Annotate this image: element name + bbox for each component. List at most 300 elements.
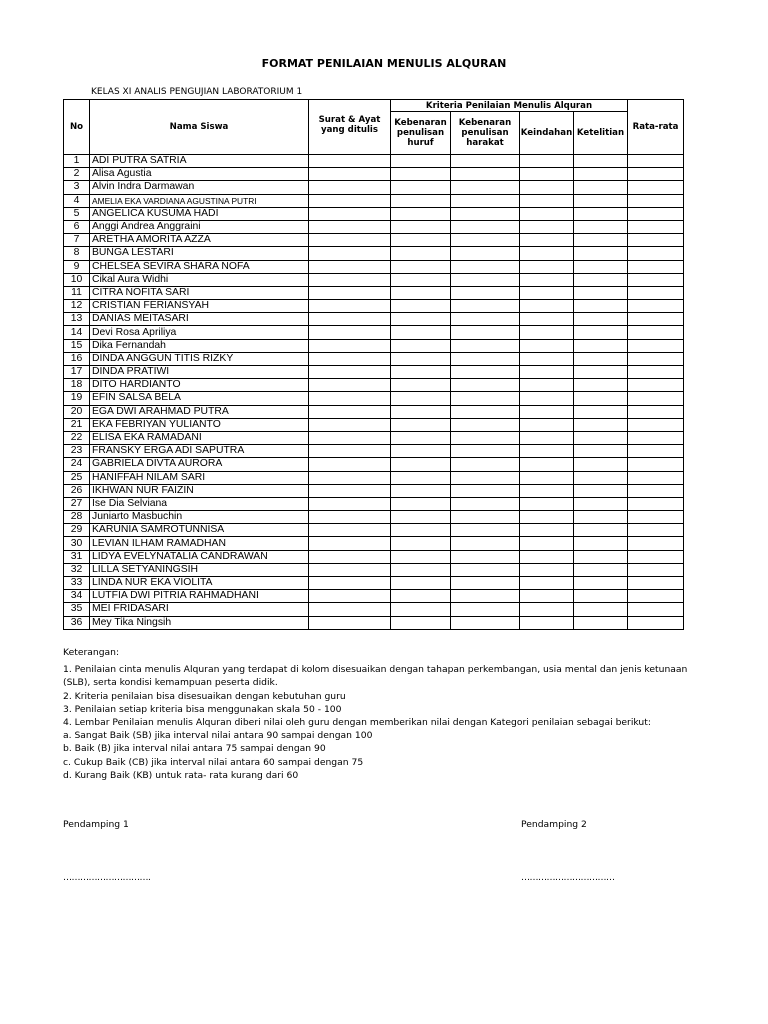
table-row — [64, 247, 684, 260]
table-row — [64, 352, 684, 365]
ketelitian-cell[interactable] — [574, 405, 628, 418]
header-kebenaran-huruf: Kebenaran penulisan huruf — [391, 112, 451, 155]
keindahan-cell[interactable] — [520, 577, 574, 590]
rata-rata-cell[interactable] — [628, 392, 684, 405]
rata-rata-cell[interactable] — [628, 577, 684, 590]
table-row — [64, 577, 684, 590]
harakat-cell[interactable] — [451, 247, 520, 260]
ketelitian-cell[interactable] — [574, 563, 628, 576]
harakat-cell[interactable] — [451, 300, 520, 313]
rata-rata-cell[interactable] — [628, 234, 684, 247]
note-item: c. Cukup Baik (CB) jika interval nilai antara 60 sampai dengan 75 — [63, 756, 364, 768]
keindahan-cell[interactable] — [520, 181, 574, 194]
huruf-cell[interactable] — [391, 286, 451, 299]
huruf-cell[interactable] — [391, 603, 451, 616]
rata-rata-cell[interactable] — [628, 550, 684, 563]
keindahan-cell[interactable] — [520, 168, 574, 181]
huruf-cell[interactable] — [391, 484, 451, 497]
ketelitian-cell[interactable] — [574, 366, 628, 379]
surat-ayat-cell[interactable] — [309, 234, 391, 247]
ketelitian-cell[interactable] — [574, 168, 628, 181]
row-number: 11 — [64, 286, 90, 299]
harakat-cell[interactable] — [451, 511, 520, 524]
table-row — [64, 431, 684, 444]
header-kriteria: Kriteria Penilaian Menulis Alquran — [391, 100, 628, 112]
surat-ayat-cell[interactable] — [309, 418, 391, 431]
assessment-table — [63, 99, 684, 630]
row-number: 18 — [64, 379, 90, 392]
rata-rata-cell[interactable] — [628, 260, 684, 273]
keindahan-cell[interactable] — [520, 207, 574, 220]
rata-rata-cell[interactable] — [628, 445, 684, 458]
student-name: DINDA ANGGUN TITIS RIZKY — [90, 352, 309, 365]
huruf-cell[interactable] — [391, 220, 451, 233]
harakat-cell[interactable] — [451, 405, 520, 418]
harakat-cell[interactable] — [451, 207, 520, 220]
keindahan-cell[interactable] — [520, 286, 574, 299]
keindahan-cell[interactable] — [520, 431, 574, 444]
harakat-cell[interactable] — [451, 484, 520, 497]
rata-rata-cell[interactable] — [628, 511, 684, 524]
surat-ayat-cell[interactable] — [309, 537, 391, 550]
huruf-cell[interactable] — [391, 326, 451, 339]
harakat-cell[interactable] — [451, 181, 520, 194]
rata-rata-cell[interactable] — [628, 484, 684, 497]
row-number: 3 — [64, 181, 90, 194]
rata-rata-cell[interactable] — [628, 326, 684, 339]
row-number: 27 — [64, 497, 90, 510]
row-number: 28 — [64, 511, 90, 524]
rata-rata-cell[interactable] — [628, 616, 684, 629]
ketelitian-cell[interactable] — [574, 392, 628, 405]
surat-ayat-cell[interactable] — [309, 550, 391, 563]
surat-ayat-cell[interactable] — [309, 339, 391, 352]
keindahan-cell[interactable] — [520, 247, 574, 260]
notes-list — [63, 663, 703, 782]
rata-rata-cell[interactable] — [628, 313, 684, 326]
table-row — [64, 603, 684, 616]
note-item: 1. Penilaian cinta menulis Alquran yang terdapat di kolom disesuaikan dengan tahapan perkembangan, usia mental dan jenis ketunaan (SLB), serta kondisi kemampuan peserta didik. — [63, 664, 688, 689]
student-name: Ise Dia Selviana — [90, 497, 309, 510]
harakat-cell[interactable] — [451, 445, 520, 458]
huruf-cell[interactable] — [391, 497, 451, 510]
row-number: 35 — [64, 603, 90, 616]
ketelitian-cell[interactable] — [574, 247, 628, 260]
rata-rata-cell[interactable] — [628, 563, 684, 576]
table-row — [64, 379, 684, 392]
rata-rata-cell[interactable] — [628, 418, 684, 431]
rata-rata-cell[interactable] — [628, 220, 684, 233]
keindahan-cell[interactable] — [520, 220, 574, 233]
harakat-cell[interactable] — [451, 339, 520, 352]
row-number: 5 — [64, 207, 90, 220]
header-ketelitian: Ketelitian — [574, 112, 628, 155]
rata-rata-cell[interactable] — [628, 300, 684, 313]
keindahan-cell[interactable] — [520, 352, 574, 365]
huruf-cell[interactable] — [391, 379, 451, 392]
ketelitian-cell[interactable] — [574, 497, 628, 510]
huruf-cell[interactable] — [391, 537, 451, 550]
keindahan-cell[interactable] — [520, 445, 574, 458]
surat-ayat-cell[interactable] — [309, 300, 391, 313]
keindahan-cell[interactable] — [520, 537, 574, 550]
class-label: KELAS XI ANALIS PENGUJIAN LABORATORIUM 1 — [91, 87, 303, 97]
ketelitian-cell[interactable] — [574, 220, 628, 233]
rata-rata-cell[interactable] — [628, 155, 684, 168]
keindahan-cell[interactable] — [520, 497, 574, 510]
row-number: 33 — [64, 577, 90, 590]
surat-ayat-cell[interactable] — [309, 273, 391, 286]
keindahan-cell[interactable] — [520, 484, 574, 497]
keindahan-cell[interactable] — [520, 234, 574, 247]
header-keindahan: Keindahan — [520, 112, 574, 155]
surat-ayat-cell[interactable] — [309, 511, 391, 524]
ketelitian-cell[interactable] — [574, 339, 628, 352]
huruf-cell[interactable] — [391, 524, 451, 537]
rata-rata-cell[interactable] — [628, 366, 684, 379]
keindahan-cell[interactable] — [520, 603, 574, 616]
huruf-cell[interactable] — [391, 458, 451, 471]
note-item: d. Kurang Baik (KB) untuk rata- rata kurang dari 60 — [63, 769, 299, 781]
ketelitian-cell[interactable] — [574, 234, 628, 247]
row-number: 17 — [64, 366, 90, 379]
ketelitian-cell[interactable] — [574, 260, 628, 273]
huruf-cell[interactable] — [391, 563, 451, 576]
keindahan-cell[interactable] — [520, 300, 574, 313]
huruf-cell[interactable] — [391, 405, 451, 418]
rata-rata-cell[interactable] — [628, 247, 684, 260]
huruf-cell[interactable] — [391, 418, 451, 431]
surat-ayat-cell[interactable] — [309, 405, 391, 418]
harakat-cell[interactable] — [451, 273, 520, 286]
huruf-cell[interactable] — [391, 247, 451, 260]
row-number: 4 — [64, 194, 90, 207]
harakat-cell[interactable] — [451, 234, 520, 247]
harakat-cell[interactable] — [451, 155, 520, 168]
huruf-cell[interactable] — [391, 168, 451, 181]
surat-ayat-cell[interactable] — [309, 194, 391, 207]
harakat-cell[interactable] — [451, 563, 520, 576]
ketelitian-cell[interactable] — [574, 418, 628, 431]
keindahan-cell[interactable] — [520, 511, 574, 524]
surat-ayat-cell[interactable] — [309, 352, 391, 365]
table-row — [64, 194, 684, 207]
ketelitian-cell[interactable] — [574, 181, 628, 194]
student-name: Devi Rosa Apriliya — [90, 326, 309, 339]
surat-ayat-cell[interactable] — [309, 484, 391, 497]
keindahan-cell[interactable] — [520, 379, 574, 392]
keindahan-cell[interactable] — [520, 524, 574, 537]
harakat-cell[interactable] — [451, 471, 520, 484]
huruf-cell[interactable] — [391, 431, 451, 444]
rata-rata-cell[interactable] — [628, 603, 684, 616]
student-name: DINDA PRATIWI — [90, 366, 309, 379]
ketelitian-cell[interactable] — [574, 616, 628, 629]
row-number: 32 — [64, 563, 90, 576]
harakat-cell[interactable] — [451, 603, 520, 616]
ketelitian-cell[interactable] — [574, 537, 628, 550]
table-row — [64, 550, 684, 563]
table-row — [64, 537, 684, 550]
harakat-cell[interactable] — [451, 590, 520, 603]
surat-ayat-cell[interactable] — [309, 155, 391, 168]
surat-ayat-cell[interactable] — [309, 392, 391, 405]
harakat-cell[interactable] — [451, 366, 520, 379]
ketelitian-cell[interactable] — [574, 603, 628, 616]
table-row — [64, 471, 684, 484]
keindahan-cell[interactable] — [520, 550, 574, 563]
huruf-cell[interactable] — [391, 273, 451, 286]
student-name: EFIN SALSA BELA — [90, 392, 309, 405]
huruf-cell[interactable] — [391, 260, 451, 273]
rata-rata-cell[interactable] — [628, 537, 684, 550]
student-name: MEI FRIDASARI — [90, 603, 309, 616]
rata-rata-cell[interactable] — [628, 590, 684, 603]
row-number: 29 — [64, 524, 90, 537]
table-row — [64, 273, 684, 286]
rata-rata-cell[interactable] — [628, 471, 684, 484]
pendamping-2-label: Pendamping 2 — [521, 819, 587, 830]
harakat-cell[interactable] — [451, 524, 520, 537]
ketelitian-cell[interactable] — [574, 352, 628, 365]
ketelitian-cell[interactable] — [574, 431, 628, 444]
huruf-cell[interactable] — [391, 313, 451, 326]
huruf-cell[interactable] — [391, 392, 451, 405]
student-name: DANIAS MEITASARI — [90, 313, 309, 326]
ketelitian-cell[interactable] — [574, 458, 628, 471]
ketelitian-cell[interactable] — [574, 313, 628, 326]
harakat-cell[interactable] — [451, 313, 520, 326]
row-number: 12 — [64, 300, 90, 313]
student-name: Anggi Andrea Anggraini — [90, 220, 309, 233]
student-name: Mey Tika Ningsih — [90, 616, 309, 629]
keindahan-cell[interactable] — [520, 326, 574, 339]
header-rata-rata: Rata-rata — [628, 100, 684, 155]
student-name: Alisa Agustia — [90, 168, 309, 181]
student-name: KARUNIA SAMROTUNNISA — [90, 524, 309, 537]
student-name: EKA FEBRIYAN YULIANTO — [90, 418, 309, 431]
huruf-cell[interactable] — [391, 352, 451, 365]
table-row — [64, 484, 684, 497]
surat-ayat-cell[interactable] — [309, 379, 391, 392]
huruf-cell[interactable] — [391, 616, 451, 629]
row-number: 14 — [64, 326, 90, 339]
huruf-cell[interactable] — [391, 445, 451, 458]
student-name: ELISA EKA RAMADANI — [90, 431, 309, 444]
ketelitian-cell[interactable] — [574, 524, 628, 537]
student-name: FRANSKY ERGA ADI SAPUTRA — [90, 445, 309, 458]
rata-rata-cell[interactable] — [628, 286, 684, 299]
harakat-cell[interactable] — [451, 431, 520, 444]
keindahan-cell[interactable] — [520, 260, 574, 273]
keindahan-cell[interactable] — [520, 471, 574, 484]
student-name: Alvin Indra Darmawan — [90, 181, 309, 194]
table-row — [64, 339, 684, 352]
rata-rata-cell[interactable] — [628, 497, 684, 510]
student-name: HANIFFAH NILAM SARI — [90, 471, 309, 484]
huruf-cell[interactable] — [391, 207, 451, 220]
rata-rata-cell[interactable] — [628, 524, 684, 537]
surat-ayat-cell[interactable] — [309, 260, 391, 273]
surat-ayat-cell[interactable] — [309, 563, 391, 576]
surat-ayat-cell[interactable] — [309, 247, 391, 260]
keindahan-cell[interactable] — [520, 366, 574, 379]
table-row — [64, 445, 684, 458]
note-item: a. Sangat Baik (SB) jika interval nilai antara 90 sampai dengan 100 — [63, 730, 373, 742]
surat-ayat-cell[interactable] — [309, 471, 391, 484]
harakat-cell[interactable] — [451, 392, 520, 405]
row-number: 1 — [64, 155, 90, 168]
surat-ayat-cell[interactable] — [309, 445, 391, 458]
student-name: CITRA NOFITA SARI — [90, 286, 309, 299]
harakat-cell[interactable] — [451, 379, 520, 392]
rata-rata-cell[interactable] — [628, 194, 684, 207]
table-row — [64, 616, 684, 629]
huruf-cell[interactable] — [391, 300, 451, 313]
row-number: 16 — [64, 352, 90, 365]
huruf-cell[interactable] — [391, 155, 451, 168]
rata-rata-cell[interactable] — [628, 339, 684, 352]
surat-ayat-cell[interactable] — [309, 590, 391, 603]
harakat-cell[interactable] — [451, 326, 520, 339]
rata-rata-cell[interactable] — [628, 379, 684, 392]
huruf-cell[interactable] — [391, 194, 451, 207]
rata-rata-cell[interactable] — [628, 181, 684, 194]
huruf-cell[interactable] — [391, 511, 451, 524]
keindahan-cell[interactable] — [520, 418, 574, 431]
ketelitian-cell[interactable] — [574, 300, 628, 313]
harakat-cell[interactable] — [451, 497, 520, 510]
page-title: FORMAT PENILAIAN MENULIS ALQURAN — [261, 57, 507, 70]
harakat-cell[interactable] — [451, 220, 520, 233]
surat-ayat-cell[interactable] — [309, 577, 391, 590]
header-kebenaran-harakat: Kebenaran penulisan harakat — [451, 112, 520, 155]
keindahan-cell[interactable] — [520, 590, 574, 603]
header-surat-ayat: Surat & Ayat yang ditulis — [309, 100, 391, 155]
row-number: 34 — [64, 590, 90, 603]
table-row — [64, 524, 684, 537]
row-number: 30 — [64, 537, 90, 550]
keindahan-cell[interactable] — [520, 194, 574, 207]
keindahan-cell[interactable] — [520, 155, 574, 168]
pendamping-2-signature-line: …………………………… — [521, 873, 615, 883]
huruf-cell[interactable] — [391, 550, 451, 563]
harakat-cell[interactable] — [451, 286, 520, 299]
rata-rata-cell[interactable] — [628, 458, 684, 471]
surat-ayat-cell[interactable] — [309, 366, 391, 379]
surat-ayat-cell[interactable] — [309, 497, 391, 510]
rata-rata-cell[interactable] — [628, 168, 684, 181]
harakat-cell[interactable] — [451, 418, 520, 431]
ketelitian-cell[interactable] — [574, 484, 628, 497]
huruf-cell[interactable] — [391, 471, 451, 484]
student-name: CHELSEA SEVIRA SHARA NOFA — [90, 260, 309, 273]
keindahan-cell[interactable] — [520, 392, 574, 405]
keindahan-cell[interactable] — [520, 616, 574, 629]
surat-ayat-cell[interactable] — [309, 181, 391, 194]
huruf-cell[interactable] — [391, 181, 451, 194]
student-name: AMELIA EKA VARDIANA AGUSTINA PUTRI — [90, 194, 309, 207]
ketelitian-cell[interactable] — [574, 194, 628, 207]
keindahan-cell[interactable] — [520, 563, 574, 576]
huruf-cell[interactable] — [391, 590, 451, 603]
harakat-cell[interactable] — [451, 616, 520, 629]
surat-ayat-cell[interactable] — [309, 313, 391, 326]
table-row — [64, 392, 684, 405]
harakat-cell[interactable] — [451, 550, 520, 563]
surat-ayat-cell[interactable] — [309, 616, 391, 629]
rata-rata-cell[interactable] — [628, 405, 684, 418]
student-name: IKHWAN NUR FAIZIN — [90, 484, 309, 497]
ketelitian-cell[interactable] — [574, 590, 628, 603]
keindahan-cell[interactable] — [520, 458, 574, 471]
ketelitian-cell[interactable] — [574, 155, 628, 168]
surat-ayat-cell[interactable] — [309, 286, 391, 299]
keindahan-cell[interactable] — [520, 313, 574, 326]
student-name: Cikal Aura Widhi — [90, 273, 309, 286]
ketelitian-cell[interactable] — [574, 511, 628, 524]
surat-ayat-cell[interactable] — [309, 524, 391, 537]
surat-ayat-cell[interactable] — [309, 431, 391, 444]
note-item: 3. Penilaian setiap kriteria bisa menggunakan skala 50 - 100 — [63, 703, 342, 715]
harakat-cell[interactable] — [451, 194, 520, 207]
harakat-cell[interactable] — [451, 537, 520, 550]
ketelitian-cell[interactable] — [574, 471, 628, 484]
surat-ayat-cell[interactable] — [309, 458, 391, 471]
ketelitian-cell[interactable] — [574, 207, 628, 220]
surat-ayat-cell[interactable] — [309, 168, 391, 181]
huruf-cell[interactable] — [391, 234, 451, 247]
rata-rata-cell[interactable] — [628, 207, 684, 220]
huruf-cell[interactable] — [391, 339, 451, 352]
ketelitian-cell[interactable] — [574, 286, 628, 299]
keindahan-cell[interactable] — [520, 273, 574, 286]
keindahan-cell[interactable] — [520, 405, 574, 418]
table-row — [64, 366, 684, 379]
student-name: LEVIAN ILHAM RAMADHAN — [90, 537, 309, 550]
harakat-cell[interactable] — [451, 458, 520, 471]
harakat-cell[interactable] — [451, 352, 520, 365]
surat-ayat-cell[interactable] — [309, 326, 391, 339]
harakat-cell[interactable] — [451, 260, 520, 273]
harakat-cell[interactable] — [451, 168, 520, 181]
huruf-cell[interactable] — [391, 366, 451, 379]
ketelitian-cell[interactable] — [574, 273, 628, 286]
keindahan-cell[interactable] — [520, 339, 574, 352]
surat-ayat-cell[interactable] — [309, 220, 391, 233]
row-number: 36 — [64, 616, 90, 629]
huruf-cell[interactable] — [391, 577, 451, 590]
ketelitian-cell[interactable] — [574, 326, 628, 339]
rata-rata-cell[interactable] — [628, 352, 684, 365]
student-name: DITO HARDIANTO — [90, 379, 309, 392]
ketelitian-cell[interactable] — [574, 550, 628, 563]
notes-heading: Keterangan: — [63, 647, 120, 658]
surat-ayat-cell[interactable] — [309, 207, 391, 220]
surat-ayat-cell[interactable] — [309, 603, 391, 616]
rata-rata-cell[interactable] — [628, 273, 684, 286]
ketelitian-cell[interactable] — [574, 379, 628, 392]
ketelitian-cell[interactable] — [574, 577, 628, 590]
student-name: ANGELICA KUSUMA HADI — [90, 207, 309, 220]
row-number: 15 — [64, 339, 90, 352]
rata-rata-cell[interactable] — [628, 431, 684, 444]
student-name: EGA DWI ARAHMAD PUTRA — [90, 405, 309, 418]
row-number: 20 — [64, 405, 90, 418]
table-row — [64, 260, 684, 273]
harakat-cell[interactable] — [451, 577, 520, 590]
ketelitian-cell[interactable] — [574, 445, 628, 458]
